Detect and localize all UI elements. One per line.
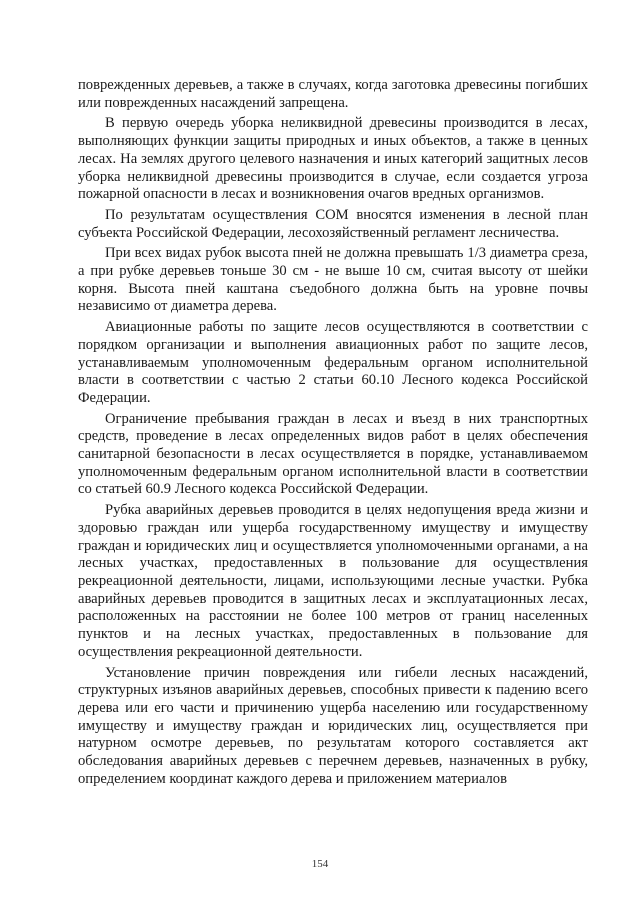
paragraph-aviation-works: Авиационные работы по защите лесов осуществляются в соответствии с порядком организации и выполнения авиационных работ по защите лесов, устанавливаемым уполномоченным федеральным органом исполнительной власти в соответствии с частью 2 статьи 60.10 Лесного кодекса Российской Федерации. xyxy=(78,319,588,406)
paragraph-som-results: По результатам осуществления СОМ вносятся изменения в лесной план субъекта Российской Федерации, лесохозяйственный регламент лесничества. xyxy=(78,206,588,241)
paragraph-access-restriction: Ограничение пребывания граждан в лесах и въезд в них транспортных средств, проведение в лесах определенных видов работ в целях обеспечения санитарной безопасности в лесах осуществляется в порядке, устанавливаемом уполномоченным федеральным органом исполнительной власти в соответствии со статьей 60.9 Лесного кодекса Российской Федерации. xyxy=(78,410,588,498)
paragraph-damage-causes: Установление причин повреждения или гибели лесных насаждений, структурных изъянов аварийных деревьев, способных привести к падению всего дерева или его части и причинению ущерба населению или государственному имуществу и имуществу граждан и юридических лиц, осуществляется при натурном осмотре деревьев, по результатам которого составляется акт обследования аварийных деревьев с перечнем деревьев, назначенных в рубку, определением координат каждого дерева и приложением материалов xyxy=(78,664,588,787)
paragraph-hazard-tree-felling: Рубка аварийных деревьев проводится в целях недопущения вреда жизни и здоровью граждан или ущерба государственному имуществу и имуществу граждан и юридических лиц и осуществляется уполномоченными органами, а на лесных участках, предоставленных в пользование для осуществления рекреационной деятельности, лицами, использующими лесные участки. Рубка аварийных деревьев проводится в защитных лесах и эксплуатационных лесах, расположенных на расстоянии не более 100 метров от границ населенных пунктов и на лесных участках, предоставленных в пользование для осуществления рекреационной деятельности. xyxy=(78,502,588,660)
document-body xyxy=(78,77,588,791)
page-number: 154 xyxy=(311,858,329,870)
paragraph-continuation: поврежденных деревьев, а также в случаях, когда заготовка древесины погибших или поврежденных насаждений запрещена. xyxy=(78,77,588,111)
paragraph-illiquid-wood-cleanup: В первую очередь уборка неликвидной древесины производится в лесах, выполняющих функции защиты природных и иных объектов, а также в ценных лесах. На землях другого целевого назначения и иных категорий защитных лесов уборка неликвидной древесины производится в случае, если создается угроза пожарной опасности в лесах и возникновения очагов вредных организмов. xyxy=(78,115,588,203)
paragraph-stump-height: При всех видах рубок высота пней не должна превышать 1/3 диаметра среза, а при рубке деревьев тоньше 30 см - не выше 10 см, считая высоту от шейки корня. Высота пней каштана съедобного должна быть на уровне почвы независимо от диаметра дерева. xyxy=(78,245,588,315)
